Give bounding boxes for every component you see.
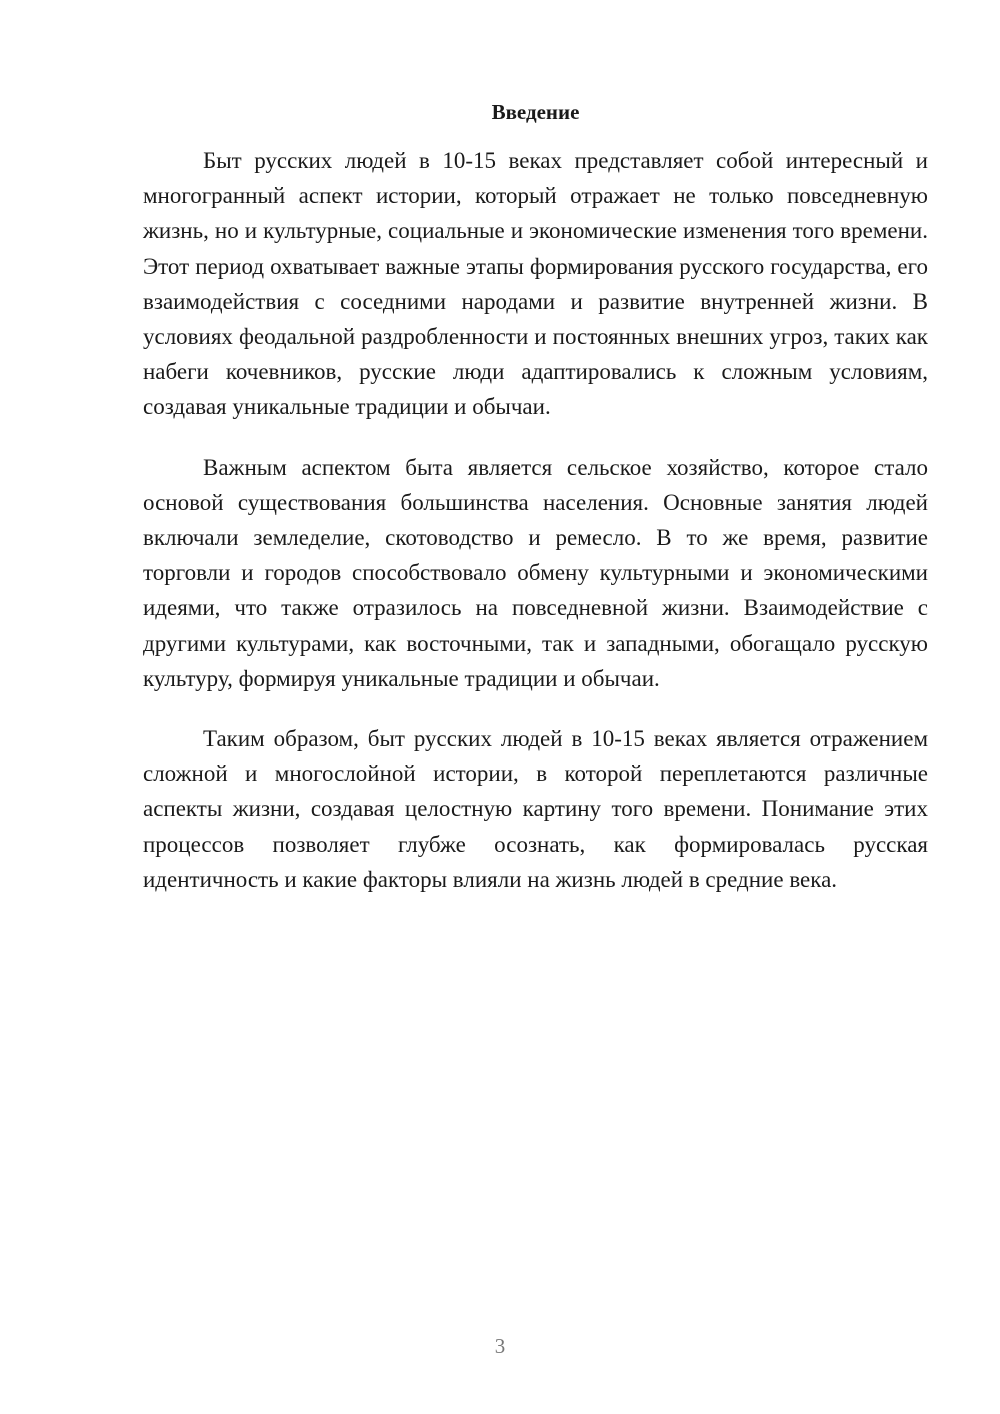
paragraph-1: Быт русских людей в 10-15 веках представляет собой интересный и многогранный аспект истории, который отражает не только повседневную жизнь, но и культурные, социальные и экономические изменения того времени. Этот период охватывает важные этапы формирования русского государства, его взаимодействия с соседними народами и развитие внутренней жизни. В условиях феодальной раздробленности и постоянных внешних угроз, таких как набеги кочевников, русские люди адаптировались к сложным условиям, создавая уникальные традиции и обычаи. xyxy=(143,148,928,420)
page-number: 3 xyxy=(494,1334,506,1358)
paragraph-2: Важным аспектом быта является сельское хозяйство, которое стало основой существования большинства населения. Основные занятия людей включали земледелие, скотоводство и ремесло. В то же время, развитие торговли и городов способствовало обмену культурными и экономическими идеями, что также отразилось на повседневной жизни. Взаимодействие с другими культурами, как восточными, так и западными, обогащало русскую культуру, формируя уникальные традиции и обычаи. xyxy=(143,454,928,691)
paragraph-3: Таким образом, быт русских людей в 10-15 веках является отражением сложной и многослойной истории, в которой переплетаются различные аспекты жизни, создавая целостную картину того времени. Понимание этих процессов позволяет глубже осознать, как формировалась русская идентичность и какие факторы влияли на жизнь людей в средние века. xyxy=(143,726,928,892)
body-text xyxy=(143,143,928,922)
section-heading: Введение xyxy=(491,100,580,124)
